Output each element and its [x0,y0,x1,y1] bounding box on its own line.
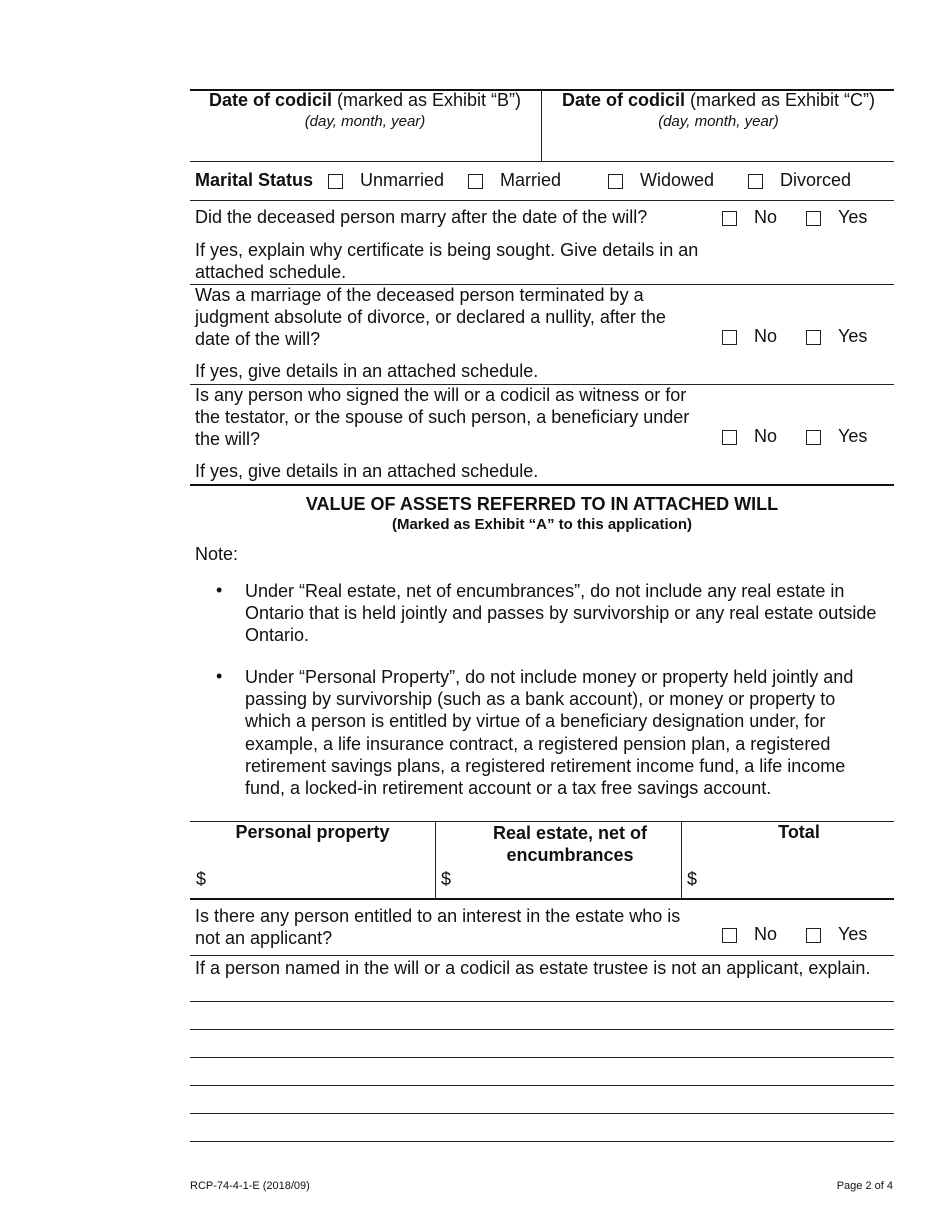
assets-subtitle: (Marked as Exhibit “A” to this application) [391,516,693,533]
q2-no-checkbox[interactable] [722,330,737,345]
col-total: Total [778,822,820,842]
asset-col-divider [435,821,436,898]
real-estate-currency: $ [441,869,452,889]
bullet-icon: • [216,666,223,686]
q1-no-label: No [754,207,778,227]
q3-note: If yes, give details in an attached schedule. [195,461,539,481]
q1-yes-checkbox[interactable] [806,211,821,226]
asset-col-divider [681,821,682,898]
divider [190,161,894,162]
marital-status-label: Marital Status [195,170,314,190]
page-number: Page 2 of 4 [836,1180,893,1192]
q2-marriage-terminated: Was a marriage of the deceased person terminated by a judgment absolute of divorce, or declared a nullity, after the date of the will? [195,285,666,349]
marital-widowed-label: Widowed [640,170,715,190]
marital-married-checkbox[interactable] [468,174,483,189]
personal-property-currency: $ [196,869,207,889]
q2-yes-label: Yes [838,326,868,346]
marital-married-label: Married [500,170,562,190]
q1-married-after-will: Did the deceased person marry after the date of the will? [195,207,648,227]
q2-no-label: No [754,326,778,346]
note-personal-property: Under “Personal Property”, do not include money or property held jointly and passing by survivorship (such as a bank account), or money or property to which a person is entitled by virtue of a beneficiary designation under, for example, a life insurance contract, a registered pension plan, a registered retirement savings plans, a registered retirement income fund, a life income fund, a locked-in retirement account or a tax free savings account. [245,667,854,799]
personal-property-value-field[interactable] [212,866,430,892]
q4-no-label: No [754,924,778,944]
q4-yes-checkbox[interactable] [806,928,821,943]
col-personal-property: Personal property [235,822,390,842]
codicil-c-format-hint: (day, month, year) [658,113,779,130]
writing-line [190,1113,894,1114]
q3-no-label: No [754,426,778,446]
trustee-explanation-lines[interactable] [190,980,894,1143]
q1-no-checkbox[interactable] [722,211,737,226]
real-estate-value-field[interactable] [457,866,675,892]
marital-unmarried-checkbox[interactable] [328,174,343,189]
col-real-estate: Real estate, net of encumbrances [492,823,648,865]
writing-line [190,1141,894,1142]
codicil-divider [541,89,542,161]
q4-yes-label: Yes [838,924,868,944]
note-label: Note: [195,544,239,564]
total-value-field[interactable] [703,866,889,892]
q3-yes-checkbox[interactable] [806,430,821,445]
codicil-c-heading: Date of codicil (marked as Exhibit “C”) (day, month, year) [543,90,894,130]
divider [190,955,894,956]
writing-line [190,1057,894,1058]
section-divider [190,484,894,486]
marital-divorced-checkbox[interactable] [748,174,763,189]
note-real-estate: Under “Real estate, net of encumbrances”, do not include any real estate in Ontario that is held jointly and passes by survivorship or any real estate outside Ontario. [245,581,877,646]
q4-no-checkbox[interactable] [722,928,737,943]
q3-yes-label: Yes [838,426,868,446]
codicil-c-date-field[interactable] [543,134,894,160]
marital-widowed-checkbox[interactable] [608,174,623,189]
writing-line [190,1029,894,1030]
q3-witness-beneficiary: Is any person who signed the will or a codicil as witness or for the testator, or the spouse of such person, a beneficiary under the will? [195,385,690,449]
q2-note: If yes, give details in an attached schedule. [195,361,539,381]
assets-title: VALUE OF ASSETS REFERRED TO IN ATTACHED WILL [305,494,779,514]
codicil-b-heading: Date of codicil (marked as Exhibit “B”) (day, month, year) [190,90,540,130]
q3-no-checkbox[interactable] [722,430,737,445]
q1-yes-label: Yes [838,207,868,227]
q2-yes-checkbox[interactable] [806,330,821,345]
marital-divorced-label: Divorced [780,170,852,190]
q1-note: If yes, explain why certificate is being sought. Give details in an attached schedule. [195,240,699,282]
codicil-b-date-field[interactable] [190,134,540,160]
writing-line [190,1085,894,1086]
bullet-icon: • [216,580,223,600]
writing-line [190,1001,894,1002]
section-divider [190,898,894,900]
total-currency: $ [687,869,698,889]
divider [190,200,894,201]
codicil-b-format-hint: (day, month, year) [304,113,426,130]
marital-unmarried-label: Unmarried [360,170,445,190]
trustee-explain-prompt: If a person named in the will or a codicil as estate trustee is not an applicant, explain. [195,958,871,978]
q4-non-applicant-interest: Is there any person entitled to an interest in the estate who is not an applicant? [195,906,681,948]
form-id: RCP-74-4-1-E (2018/09) [190,1180,310,1192]
